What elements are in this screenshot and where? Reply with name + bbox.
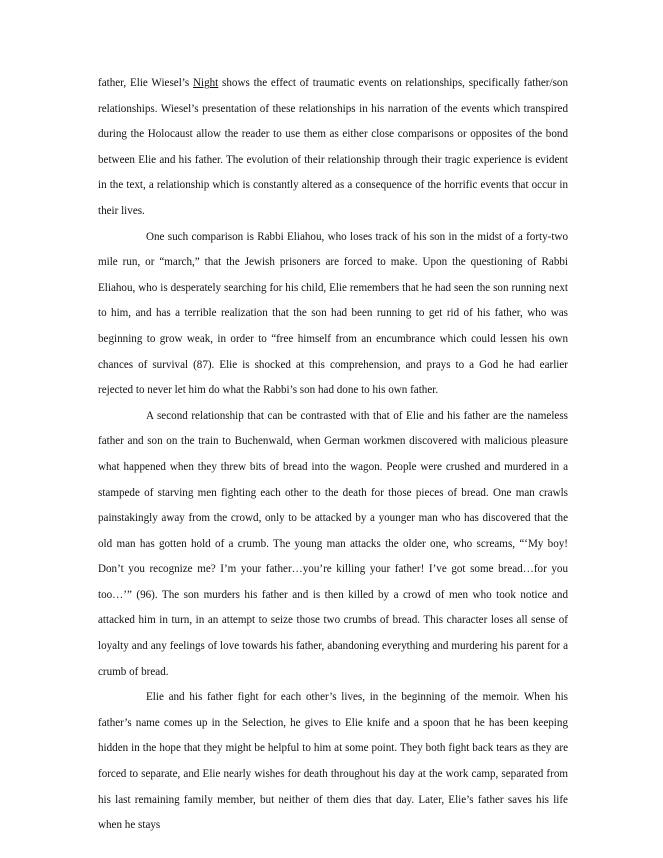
paragraph-1-rest: shows the effect of traumatic events on relationships, specifically father/son relationships. Wiesel’s presentation of these relationships in his narration of the events which transpired during the Holocaust allow the reader to use them as either close comparisons or opposites of the bond between Elie and his father. The evolution of their relationship through their tragic experience is evident in the text, a relationship which is constantly altered as a consequence of the horrific events that occur in their lives. — [98, 77, 568, 217]
paragraph-4: Elie and his father fight for each other’s lives, in the beginning of the memoir. When his father’s name comes up in the Selection, he gives to Elie knife and a spoon that he has been keeping hidden in the hope that they might be helpful to him at some point. They both fight back tears as they are forced to separate, and Elie nearly wishes for death throughout his day at the work camp, separated from his last remaining family member, but neither of them dies that day. Later, Elie’s father saves his life when he stays — [98, 691, 568, 832]
paragraph-3: A second relationship that can be contrasted with that of Elie and his father are the nameless father and son on the train to Buchenwald, when German workmen discovered with malicious pleasure what happened when they threw bits of bread into the wagon. People were crushed and murdered in a stampede of starving men fighting each other to the death for those pieces of bread. One man crawls painstakingly away from the crowd, only to be attacked by a younger man who has discovered that the old man has gotten hold of a crumb. The young man attacks the older one, who screams, “‘My boy! Don’t you recognize me? I’m your father…you’re killing your father! I’ve got some bread…for you too…’” (96). The son murders his father and is then killed by a crowd of men who took notice and attacked him in turn, in an attempt to seize those two crumbs of bread. This character loses all sense of loyalty and any feelings of love towards his father, abandoning everything and murdering his parent for a crumb of bread. — [98, 409, 568, 678]
paragraph-2: One such comparison is Rabbi Eliahou, who loses track of his son in the midst of a forty-two mile run, or “march,” that the Jewish prisoners are forced to make. Upon the questioning of Rabbi Eliahou, who is desperately searching for his child, Elie remembers that he had seen the son running next to him, and has a terrible realization that the son had been running to get rid of his father, who was beginning to grow weak, in order to “free himself from an encumbrance which could lessen his own chances of survival (87). Elie is shocked at this comprehension, and prays to a God he had earlier rejected to never let him do what the Rabbi’s son had done to his own father. — [98, 230, 568, 397]
paragraph-1-lead: father, Elie Wiesel’s — [98, 77, 193, 89]
paragraph-1 — [98, 71, 568, 225]
essay-body — [98, 71, 568, 839]
book-title: Night — [192, 77, 219, 89]
